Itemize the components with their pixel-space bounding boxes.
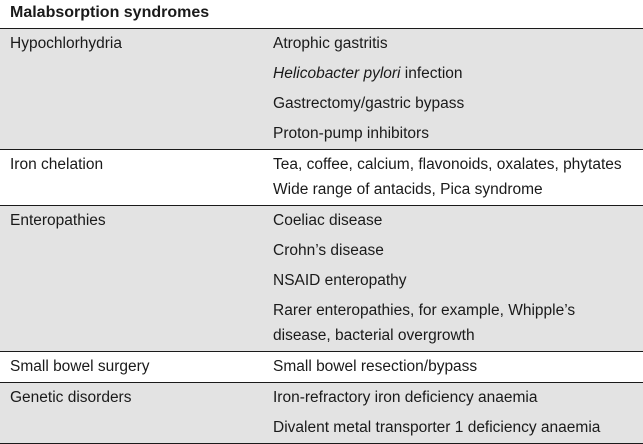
row-item <box>273 417 643 439</box>
row-item-text: Proton-pump inhibitors <box>273 125 429 142</box>
row-item-text: Coeliac disease <box>273 212 383 229</box>
row-item-italic-text: Helicobacter pylori <box>273 65 401 82</box>
row-item-continuation <box>273 325 643 347</box>
row-category: Iron chelation <box>10 156 104 173</box>
row-item-text: Tea, coffee, calcium, flavonoids, oxalates, phytates <box>273 156 622 173</box>
row-item-text: Wide range of antacids, Pica syndrome <box>273 181 543 198</box>
row-item-text: Iron-refractory iron deficiency anaemia <box>273 389 538 406</box>
row-item <box>273 240 643 262</box>
row-category: Hypochlorhydria <box>10 35 122 52</box>
table-row <box>0 206 643 352</box>
table-row <box>0 352 643 383</box>
row-item-text: NSAID enteropathy <box>273 272 407 289</box>
row-item <box>273 387 643 409</box>
row-item <box>273 93 643 115</box>
row-category: Enteropathies <box>10 212 106 229</box>
row-item-text: Divalent metal transporter 1 deficiency anaemia <box>273 419 601 436</box>
row-item-text: Crohn’s disease <box>273 242 384 259</box>
table-row <box>0 29 643 150</box>
row-item-text: Small bowel resection/bypass <box>273 358 478 375</box>
row-item <box>273 270 643 292</box>
row-item-text: infection <box>400 65 463 82</box>
row-item <box>273 300 643 322</box>
row-item <box>273 179 643 201</box>
row-item <box>273 210 643 232</box>
row-item <box>273 154 643 176</box>
row-item <box>273 356 643 378</box>
row-category: Small bowel surgery <box>10 358 150 375</box>
row-item <box>273 123 643 145</box>
row-item-text: Rarer enteropathies, for example, Whipple’s <box>273 302 576 319</box>
row-item-text: Gastrectomy/gastric bypass <box>273 95 465 112</box>
row-item-text: disease, bacterial overgrowth <box>273 327 475 344</box>
table-row <box>0 150 643 206</box>
row-item-text: Atrophic gastritis <box>273 35 388 52</box>
row-item <box>273 63 643 85</box>
row-item <box>273 33 643 55</box>
table-heading: Malabsorption syndromes <box>10 4 210 21</box>
row-category: Genetic disorders <box>10 389 132 406</box>
table-row <box>0 383 643 444</box>
